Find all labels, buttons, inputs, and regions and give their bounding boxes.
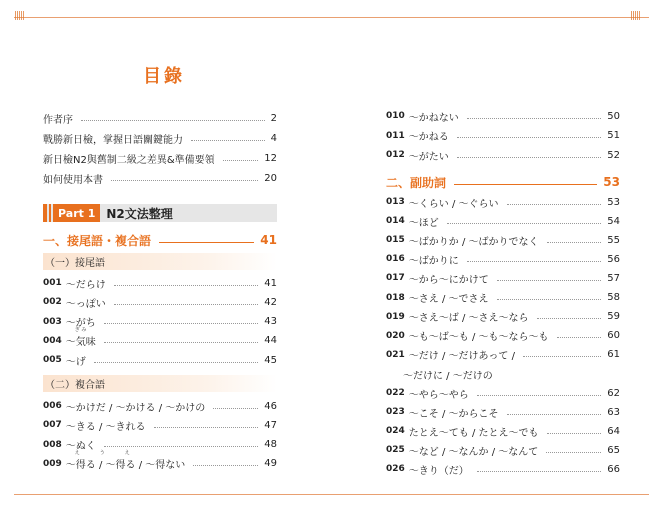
toc-entry[interactable] xyxy=(386,128,620,144)
entry-text: ～ぬく xyxy=(65,441,96,453)
leader-line xyxy=(114,304,258,305)
leader-line xyxy=(223,160,259,161)
entry-number: 001 xyxy=(43,278,62,288)
leader-line xyxy=(477,471,601,472)
toc-entry[interactable] xyxy=(386,328,620,344)
entry-page: 41 xyxy=(264,277,277,289)
entry-text: ～さえ / ～でさえ xyxy=(408,294,489,305)
entry-text: 戰勝新日檢，掌握日語關鍵能力 xyxy=(43,134,183,146)
entry-page: 65 xyxy=(607,444,620,456)
top-rule xyxy=(14,17,649,18)
entry-number: 012 xyxy=(386,150,405,160)
entry-page: 46 xyxy=(264,400,277,412)
entry-number: 011 xyxy=(386,130,405,141)
entry-number: 008 xyxy=(43,439,62,450)
furigana: え う え xyxy=(74,450,130,457)
entry-text: ～ほど xyxy=(408,217,439,229)
toc-entry[interactable] xyxy=(43,130,277,146)
entry-text: ～気味 ぎ み xyxy=(65,327,96,349)
toc-entry[interactable] xyxy=(386,385,620,401)
entry-page: 66 xyxy=(607,463,620,475)
leader-line xyxy=(114,285,258,286)
toc-entry[interactable] xyxy=(386,232,620,248)
leader-line xyxy=(537,318,602,319)
entry-text: ～がたい xyxy=(408,151,449,163)
entry-text: ～だけ / ～だけあって / xyxy=(408,351,515,363)
corner-mark-top-left: ||||| xyxy=(14,11,25,21)
leader-line xyxy=(523,356,601,357)
toc-entry[interactable] xyxy=(386,213,620,229)
entry-page: 43 xyxy=(264,316,277,328)
entry-page: 4 xyxy=(270,132,277,144)
leader-line xyxy=(557,337,602,338)
entry-number: 006 xyxy=(43,401,62,411)
leader-line xyxy=(547,433,602,434)
entry-text: ～くらい / ～ぐらい xyxy=(408,198,499,210)
subsection-heading xyxy=(43,375,277,392)
toc-entry[interactable] xyxy=(43,170,277,186)
leader-line xyxy=(457,157,601,158)
leader-line xyxy=(507,204,602,205)
leader-line xyxy=(467,118,601,119)
entry-page: 59 xyxy=(607,311,620,323)
leader-line xyxy=(159,242,254,243)
entry-text: ～だらけ xyxy=(65,279,106,291)
entry-page: 55 xyxy=(607,234,620,246)
leader-line xyxy=(497,299,602,300)
toc-entry[interactable] xyxy=(43,294,277,310)
toc-entry[interactable] xyxy=(43,417,277,433)
toc-entry[interactable] xyxy=(386,108,620,124)
part-title: N2文法整理 xyxy=(106,206,173,221)
toc-entry[interactable] xyxy=(386,309,620,325)
section-label: 二、副助詞 xyxy=(386,175,447,190)
toc-entry[interactable] xyxy=(386,423,620,439)
entry-page: 48 xyxy=(264,439,277,451)
entry-text: 作者序 xyxy=(43,114,73,126)
leader-line xyxy=(111,180,258,181)
leader-line xyxy=(497,280,601,281)
entry-number: 014 xyxy=(386,216,405,227)
toc-entry[interactable] xyxy=(386,290,620,306)
toc-entry[interactable] xyxy=(43,450,277,472)
toc-entry[interactable] xyxy=(43,110,277,126)
leader-line xyxy=(477,395,601,396)
leader-line xyxy=(154,427,259,428)
leader-line xyxy=(104,323,258,324)
furigana: ぎ み xyxy=(74,327,87,334)
leader-line xyxy=(457,137,601,138)
entry-page: 57 xyxy=(607,272,620,284)
toc-entry[interactable] xyxy=(43,150,277,166)
toc-entry[interactable] xyxy=(386,442,620,458)
entry-number: 022 xyxy=(386,388,405,398)
toc-entry[interactable] xyxy=(386,347,620,363)
toc-entry[interactable] xyxy=(386,147,620,163)
entry-page: 20 xyxy=(264,172,277,184)
toc-entry[interactable] xyxy=(386,404,620,420)
entry-page: 61 xyxy=(607,349,620,361)
part-tag: Part 1 xyxy=(53,204,100,222)
toc-entry[interactable] xyxy=(386,251,620,267)
entry-number: 009 xyxy=(43,458,62,469)
leader-line xyxy=(104,446,258,447)
toc-section-heading[interactable] xyxy=(386,174,620,190)
leader-line xyxy=(94,362,258,363)
entry-page: 50 xyxy=(607,110,620,122)
bottom-rule xyxy=(14,494,649,495)
entry-number: 024 xyxy=(386,426,405,437)
entry-number: 003 xyxy=(43,316,62,327)
entry-number: 025 xyxy=(386,445,405,456)
leader-line xyxy=(454,184,597,185)
entry-text: ～きる / ～きれる xyxy=(65,421,146,433)
entry-number: 018 xyxy=(386,292,405,303)
entry-number: 007 xyxy=(43,420,62,431)
entry-number: 002 xyxy=(43,297,62,308)
entry-text: ～だけに / ～だけの xyxy=(403,370,493,382)
part-accent-bar xyxy=(43,204,47,222)
toc-entry[interactable] xyxy=(386,461,620,477)
entry-text: ～も～ば～も / ～も～なら～も xyxy=(408,332,549,344)
leader-line xyxy=(193,465,258,466)
entry-page: 54 xyxy=(607,215,620,227)
entry-number: 010 xyxy=(386,111,405,121)
entry-text: ～かねる xyxy=(408,132,449,143)
leader-line xyxy=(546,452,601,453)
entry-text: たとえ～ても / たとえ～でも xyxy=(408,427,539,439)
toc-entry-continuation[interactable] xyxy=(403,366,603,382)
leader-line xyxy=(191,140,265,141)
entry-number: 005 xyxy=(43,355,62,366)
toc-section-heading[interactable] xyxy=(43,232,277,248)
leader-line xyxy=(547,242,602,243)
toc-entry[interactable] xyxy=(43,275,277,291)
entry-number: 013 xyxy=(386,197,405,207)
subsection-heading xyxy=(43,253,277,270)
entry-page: 60 xyxy=(607,330,620,342)
entry-text: ～きり（だ） xyxy=(408,465,469,477)
page-title: 目錄 xyxy=(143,66,185,87)
section-page: 41 xyxy=(260,233,277,247)
entry-number: 020 xyxy=(386,330,405,341)
entry-text: 如何使用本書 xyxy=(43,174,103,186)
corner-mark-top-right: ||||| xyxy=(630,11,641,21)
entry-page: 64 xyxy=(607,425,620,437)
part-heading xyxy=(43,204,277,222)
entry-text: ～かねない xyxy=(408,112,459,124)
subsection-label: （二）複合語 xyxy=(45,380,105,391)
leader-line xyxy=(447,223,601,224)
entry-page: 42 xyxy=(264,296,277,308)
entry-text: ～さえ～ば / ～さえ～なら xyxy=(408,313,529,325)
entry-number: 026 xyxy=(386,464,405,475)
toc-entry[interactable] xyxy=(386,270,620,286)
entry-number: 023 xyxy=(386,407,405,418)
entry-text: ～から～にかけて xyxy=(408,274,489,286)
toc-entry[interactable] xyxy=(43,398,277,414)
entry-page: 52 xyxy=(607,149,620,161)
subsection-label: （一）接尾語 xyxy=(45,258,105,269)
entry-number: 016 xyxy=(386,254,405,265)
part-accent-bar-thin xyxy=(49,204,51,222)
entry-text: ～こそ / ～からこそ xyxy=(408,408,499,420)
entry-text: ～かけだ / ～かける / ～かけの xyxy=(65,402,206,414)
entry-number: 017 xyxy=(386,273,405,284)
entry-number: 019 xyxy=(386,311,405,322)
entry-number: 021 xyxy=(386,349,405,360)
leader-line xyxy=(81,120,265,121)
entry-text: ～がち xyxy=(65,318,96,330)
leader-line xyxy=(104,342,258,343)
toc-entry[interactable] xyxy=(386,194,620,210)
entry-page: 62 xyxy=(607,387,620,399)
entry-page: 12 xyxy=(264,152,277,164)
entry-page: 45 xyxy=(264,354,277,366)
entry-page: 53 xyxy=(607,196,620,208)
section-label: 一、接尾語・複合語 xyxy=(43,233,152,248)
entry-text: ～得る / ～得る / ～得ない え う え xyxy=(65,450,186,472)
entry-text: ～ばかりか / ～ばかりでなく xyxy=(408,236,539,248)
entry-page: 63 xyxy=(607,406,620,418)
entry-text: ～やら～やら xyxy=(408,389,469,401)
entry-text: ～っぽい xyxy=(65,298,106,310)
entry-text: ～げ xyxy=(65,356,86,368)
entry-text: ～など / ～なんか / ～なんて xyxy=(408,446,539,458)
leader-line xyxy=(467,261,601,262)
entry-number: 004 xyxy=(43,335,62,346)
entry-page: 47 xyxy=(264,419,277,431)
entry-page: 49 xyxy=(264,458,277,470)
entry-number: 015 xyxy=(386,235,405,246)
leader-line xyxy=(507,414,602,415)
entry-page: 51 xyxy=(607,130,620,141)
leader-line xyxy=(213,408,258,409)
entry-page: 44 xyxy=(264,335,277,347)
entry-page: 56 xyxy=(607,253,620,265)
toc-entry[interactable] xyxy=(43,327,277,349)
entry-text: ～ばかりに xyxy=(408,255,459,267)
section-page: 53 xyxy=(603,175,620,189)
entry-text: 新日檢N2與舊制二級之差異&準備要領 xyxy=(43,154,215,166)
entry-page: 2 xyxy=(270,112,277,124)
entry-page: 58 xyxy=(607,292,620,303)
toc-entry[interactable] xyxy=(43,352,277,368)
